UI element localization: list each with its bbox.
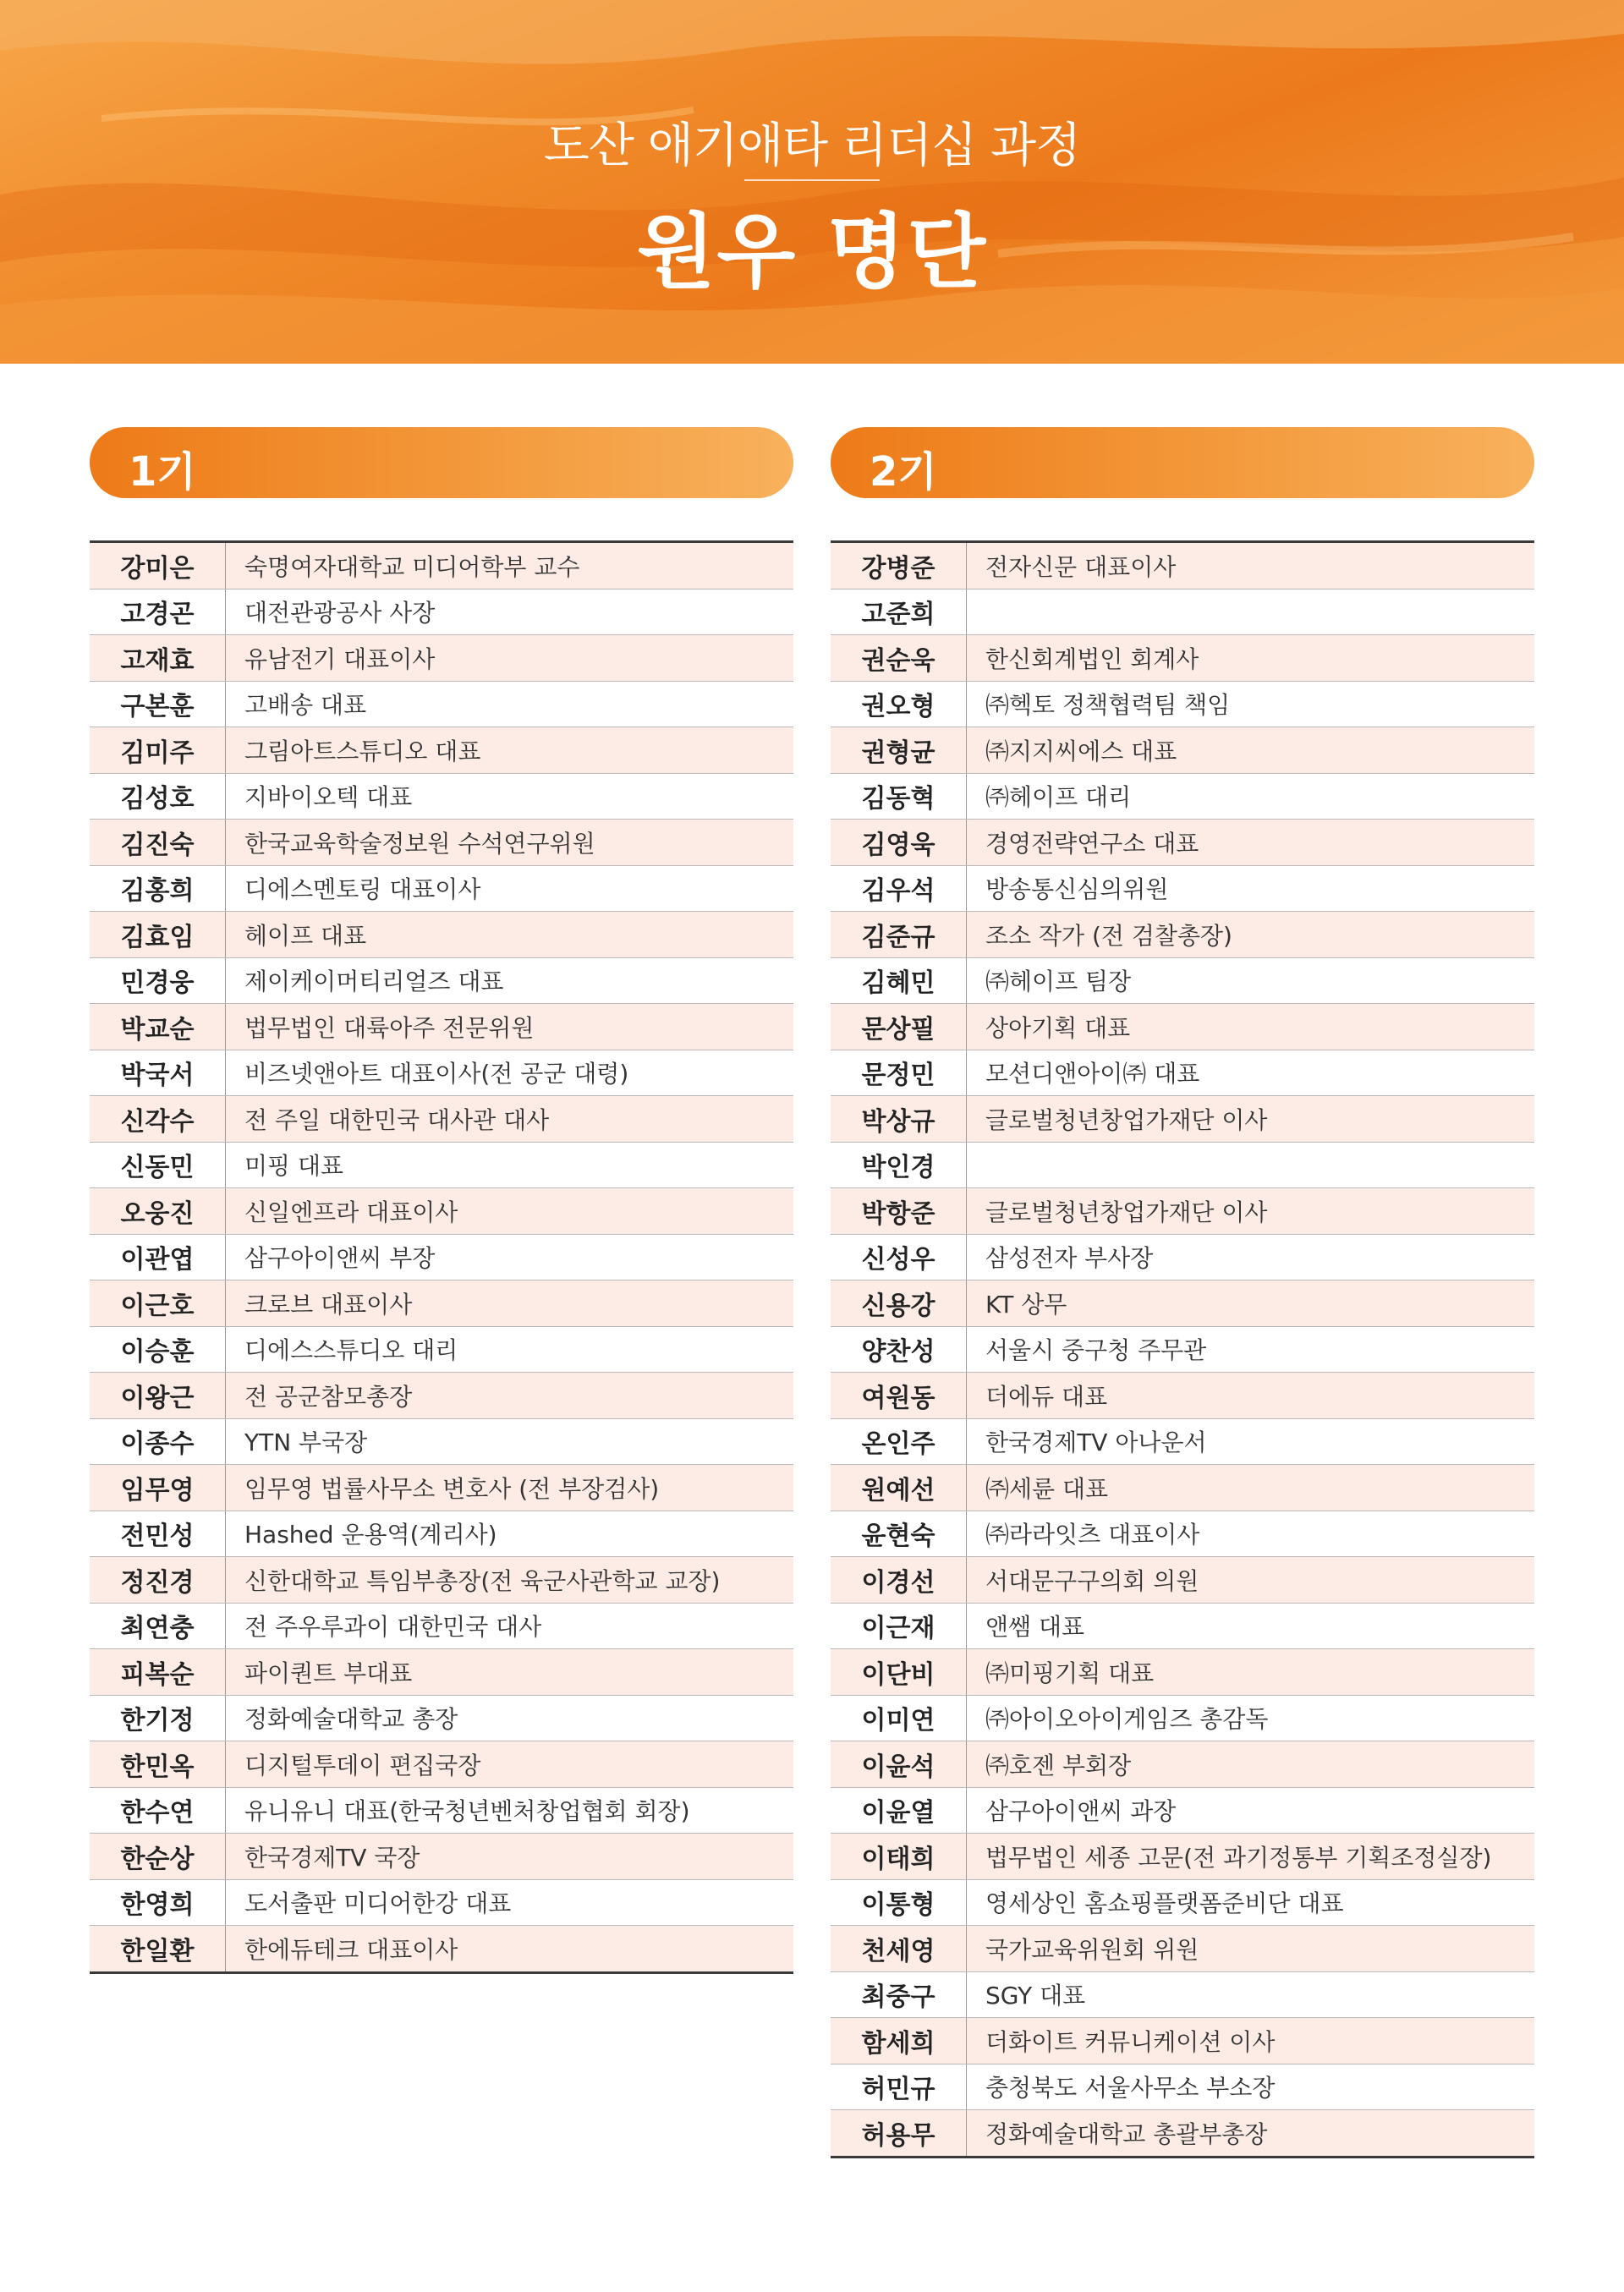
table-row bbox=[90, 727, 793, 774]
member-name: 박상규 bbox=[831, 1096, 967, 1143]
member-name: 문정민 bbox=[831, 1050, 967, 1096]
table-row bbox=[90, 1834, 793, 1880]
member-name: 김동혁 bbox=[831, 773, 967, 820]
member-name: 박교순 bbox=[90, 1004, 226, 1050]
member-position: 유남전기 대표이사 bbox=[226, 635, 794, 682]
member-name: 김영욱 bbox=[831, 820, 967, 866]
member-name: 이종수 bbox=[90, 1418, 226, 1465]
member-position: 법무법인 세종 고문(전 과기정통부 기획조정실장) bbox=[967, 1834, 1535, 1880]
cohort-2-column bbox=[831, 427, 1534, 2158]
table-row bbox=[90, 1326, 793, 1373]
table-row bbox=[90, 1280, 793, 1327]
member-name: 이승훈 bbox=[90, 1326, 226, 1373]
member-name: 박인경 bbox=[831, 1142, 967, 1188]
member-name: 이근호 bbox=[90, 1280, 226, 1327]
table-row bbox=[831, 1926, 1534, 1972]
member-name: 한순상 bbox=[90, 1834, 226, 1880]
table-row bbox=[90, 1096, 793, 1143]
table-row bbox=[90, 542, 793, 589]
member-position: ㈜헤이프 팀장 bbox=[967, 957, 1535, 1004]
table-row bbox=[90, 1557, 793, 1604]
table-row bbox=[90, 1926, 793, 1973]
table-row bbox=[831, 1373, 1534, 1419]
member-name: 원예선 bbox=[831, 1465, 967, 1511]
table-row bbox=[831, 1834, 1534, 1880]
table-row bbox=[831, 589, 1534, 635]
member-name: 정진경 bbox=[90, 1557, 226, 1604]
member-name: 전민성 bbox=[90, 1511, 226, 1557]
member-name: 이윤석 bbox=[831, 1741, 967, 1788]
member-position: ㈜세륜 대표 bbox=[967, 1465, 1535, 1511]
member-name: 한기정 bbox=[90, 1695, 226, 1741]
member-position: 유니유니 대표(한국청년벤처창업협회 회장) bbox=[226, 1787, 794, 1834]
table-row bbox=[90, 1004, 793, 1050]
member-name: 김성호 bbox=[90, 773, 226, 820]
table-row bbox=[831, 681, 1534, 727]
member-name: 오웅진 bbox=[90, 1188, 226, 1235]
member-position: 신일엔프라 대표이사 bbox=[226, 1188, 794, 1235]
member-position: 삼구아이앤씨 부장 bbox=[226, 1234, 794, 1280]
table-row bbox=[831, 1649, 1534, 1696]
member-name: 김홍희 bbox=[90, 865, 226, 912]
member-position: 글로벌청년창업가재단 이사 bbox=[967, 1096, 1535, 1143]
table-row bbox=[90, 820, 793, 866]
table-row bbox=[831, 820, 1534, 866]
member-name: 구본훈 bbox=[90, 681, 226, 727]
table-row bbox=[831, 1234, 1534, 1280]
member-name: 김준규 bbox=[831, 912, 967, 958]
member-position: 미핑 대표 bbox=[226, 1142, 794, 1188]
table-row bbox=[90, 1695, 793, 1741]
member-position: 숙명여자대학교 미디어학부 교수 bbox=[226, 542, 794, 589]
member-name: 한수연 bbox=[90, 1787, 226, 1834]
member-position: 전 주우루과이 대한민국 대사 bbox=[226, 1603, 794, 1649]
table-row bbox=[831, 2110, 1534, 2158]
table-row bbox=[90, 957, 793, 1004]
member-name: 양찬성 bbox=[831, 1326, 967, 1373]
member-position: KT 상무 bbox=[967, 1280, 1535, 1327]
table-row bbox=[831, 542, 1534, 589]
member-name: 강미은 bbox=[90, 542, 226, 589]
member-position: 한국경제TV 아나운서 bbox=[967, 1418, 1535, 1465]
member-name: 신성우 bbox=[831, 1234, 967, 1280]
member-name: 허용무 bbox=[831, 2110, 967, 2158]
member-position: 경영전략연구소 대표 bbox=[967, 820, 1535, 866]
member-position: 전 공군참모총장 bbox=[226, 1373, 794, 1419]
member-name: 김진숙 bbox=[90, 820, 226, 866]
member-name: 신용강 bbox=[831, 1280, 967, 1327]
member-position: ㈜라라잇츠 대표이사 bbox=[967, 1511, 1535, 1557]
member-position: Hashed 운용역(계리사) bbox=[226, 1511, 794, 1557]
member-position: 헤이프 대표 bbox=[226, 912, 794, 958]
table-row bbox=[90, 1879, 793, 1926]
table-row bbox=[831, 635, 1534, 682]
table-row bbox=[831, 1465, 1534, 1511]
cohort-1-header bbox=[90, 427, 793, 498]
table-row bbox=[831, 1418, 1534, 1465]
table-row bbox=[831, 773, 1534, 820]
table-row bbox=[831, 1879, 1534, 1926]
table-row bbox=[90, 912, 793, 958]
member-position: 더화이트 커뮤니케이션 이사 bbox=[967, 2018, 1535, 2064]
member-position: 방송통신심의위원 bbox=[967, 865, 1535, 912]
table-row bbox=[831, 957, 1534, 1004]
member-position: 그림아트스튜디오 대표 bbox=[226, 727, 794, 774]
member-name: 이태희 bbox=[831, 1834, 967, 1880]
table-row bbox=[90, 1511, 793, 1557]
member-position: 조소 작가 (전 검찰총장) bbox=[967, 912, 1535, 958]
table-row bbox=[831, 1096, 1534, 1143]
member-position: 디지털투데이 편집국장 bbox=[226, 1741, 794, 1788]
table-row bbox=[90, 865, 793, 912]
member-position: 영세상인 홈쇼핑플랫폼준비단 대표 bbox=[967, 1879, 1535, 1926]
member-name: 민경웅 bbox=[90, 957, 226, 1004]
cohort-1-table bbox=[90, 540, 793, 1974]
member-position: 글로벌청년창업가재단 이사 bbox=[967, 1188, 1535, 1235]
cohort-1-label: 1기 bbox=[129, 448, 196, 496]
page-title: 원우 명단 bbox=[636, 205, 988, 299]
member-name: 이근재 bbox=[831, 1603, 967, 1649]
table-row bbox=[831, 1142, 1534, 1188]
member-position: 전 주일 대한민국 대사관 대사 bbox=[226, 1096, 794, 1143]
member-position: 대전관광공사 사장 bbox=[226, 589, 794, 635]
member-position: 상아기획 대표 bbox=[967, 1004, 1535, 1050]
member-name: 신동민 bbox=[90, 1142, 226, 1188]
member-name: 피복순 bbox=[90, 1649, 226, 1696]
table-row bbox=[90, 1787, 793, 1834]
member-position: 신한대학교 특임부총장(전 육군사관학교 교장) bbox=[226, 1557, 794, 1604]
table-row bbox=[90, 1142, 793, 1188]
member-position: 서울시 중구청 주무관 bbox=[967, 1326, 1535, 1373]
member-name: 임무영 bbox=[90, 1465, 226, 1511]
member-position: 정화예술대학교 총장 bbox=[226, 1695, 794, 1741]
member-position: 한국경제TV 국장 bbox=[226, 1834, 794, 1880]
member-position: 앤쌤 대표 bbox=[967, 1603, 1535, 1649]
table-row bbox=[831, 1787, 1534, 1834]
table-row bbox=[90, 1234, 793, 1280]
member-position: ㈜아이오아이게임즈 총감독 bbox=[967, 1695, 1535, 1741]
banner-texture bbox=[0, 0, 1624, 364]
member-name: 이관엽 bbox=[90, 1234, 226, 1280]
table-row bbox=[831, 1741, 1534, 1788]
member-name: 김혜민 bbox=[831, 957, 967, 1004]
title-divider bbox=[744, 179, 880, 181]
table-row bbox=[90, 1418, 793, 1465]
cohort-1-rows bbox=[90, 542, 793, 1973]
member-name: 온인주 bbox=[831, 1418, 967, 1465]
cohort-2-rows bbox=[831, 542, 1534, 2158]
table-row bbox=[90, 1188, 793, 1235]
member-name: 박국서 bbox=[90, 1050, 226, 1096]
member-position: 임무영 법률사무소 변호사 (전 부장검사) bbox=[226, 1465, 794, 1511]
member-name: 한영희 bbox=[90, 1879, 226, 1926]
member-position: YTN 부국장 bbox=[226, 1418, 794, 1465]
member-name: 권오형 bbox=[831, 681, 967, 727]
table-row bbox=[831, 1326, 1534, 1373]
member-name: 이통형 bbox=[831, 1879, 967, 1926]
table-row bbox=[831, 727, 1534, 774]
table-row bbox=[90, 1649, 793, 1696]
member-name: 김미주 bbox=[90, 727, 226, 774]
header-banner bbox=[0, 0, 1624, 364]
table-row bbox=[831, 1695, 1534, 1741]
member-position: 모션디앤아이㈜ 대표 bbox=[967, 1050, 1535, 1096]
member-name: 김효임 bbox=[90, 912, 226, 958]
member-name: 이미연 bbox=[831, 1695, 967, 1741]
member-name: 강병준 bbox=[831, 542, 967, 589]
table-row bbox=[831, 1557, 1534, 1604]
table-row bbox=[90, 773, 793, 820]
table-row bbox=[831, 2018, 1534, 2064]
member-position: 한국교육학술정보원 수석연구위원 bbox=[226, 820, 794, 866]
member-name: 김우석 bbox=[831, 865, 967, 912]
table-row bbox=[831, 1050, 1534, 1096]
member-position: 한에듀테크 대표이사 bbox=[226, 1926, 794, 1973]
member-name: 한일환 bbox=[90, 1926, 226, 1973]
table-row bbox=[831, 1511, 1534, 1557]
table-row bbox=[90, 1465, 793, 1511]
member-position: 법무법인 대륙아주 전문위원 bbox=[226, 1004, 794, 1050]
member-position: 파이퀀트 부대표 bbox=[226, 1649, 794, 1696]
member-name: 천세영 bbox=[831, 1926, 967, 1972]
member-position: 비즈넷앤아트 대표이사(전 공군 대령) bbox=[226, 1050, 794, 1096]
member-name: 고준희 bbox=[831, 589, 967, 635]
member-position: ㈜헥토 정책협력팀 책임 bbox=[967, 681, 1535, 727]
member-position: 제이케이머티리얼즈 대표 bbox=[226, 957, 794, 1004]
member-position: ㈜헤이프 대리 bbox=[967, 773, 1535, 820]
member-position: 디에스스튜디오 대리 bbox=[226, 1326, 794, 1373]
member-name: 최연충 bbox=[90, 1603, 226, 1649]
table-row bbox=[831, 1188, 1534, 1235]
cohort-1-column bbox=[90, 427, 793, 1974]
member-name: 이윤열 bbox=[831, 1787, 967, 1834]
member-name: 권순욱 bbox=[831, 635, 967, 682]
table-row bbox=[831, 912, 1534, 958]
member-name: 이단비 bbox=[831, 1649, 967, 1696]
table-row bbox=[90, 1741, 793, 1788]
member-name: 한민옥 bbox=[90, 1741, 226, 1788]
member-name: 고경곤 bbox=[90, 589, 226, 635]
table-row bbox=[90, 1603, 793, 1649]
table-row bbox=[831, 1280, 1534, 1327]
member-position: 서대문구구의회 의원 bbox=[967, 1557, 1535, 1604]
member-name: 이경선 bbox=[831, 1557, 967, 1604]
table-row bbox=[90, 681, 793, 727]
member-position: 삼성전자 부사장 bbox=[967, 1234, 1535, 1280]
member-position: ㈜호젠 부회장 bbox=[967, 1741, 1535, 1788]
member-position: 고배송 대표 bbox=[226, 681, 794, 727]
member-position: ㈜지지씨에스 대표 bbox=[967, 727, 1535, 774]
member-position: 삼구아이앤씨 과장 bbox=[967, 1787, 1535, 1834]
member-name: 이왕근 bbox=[90, 1373, 226, 1419]
member-position: ㈜미핑기획 대표 bbox=[967, 1649, 1535, 1696]
member-position bbox=[967, 1142, 1535, 1188]
table-row bbox=[831, 1971, 1534, 2018]
member-position: 지바이오텍 대표 bbox=[226, 773, 794, 820]
member-position: SGY 대표 bbox=[967, 1971, 1535, 2018]
cohort-2-label: 2기 bbox=[870, 448, 937, 496]
table-row bbox=[90, 1050, 793, 1096]
member-position: 한신회계법인 회계사 bbox=[967, 635, 1535, 682]
member-name: 문상필 bbox=[831, 1004, 967, 1050]
member-name: 허민규 bbox=[831, 2064, 967, 2110]
table-row bbox=[90, 1373, 793, 1419]
member-name: 최중구 bbox=[831, 1971, 967, 2018]
member-position: 더에듀 대표 bbox=[967, 1373, 1535, 1419]
cohort-2-header bbox=[831, 427, 1534, 498]
member-position bbox=[967, 589, 1535, 635]
member-position: 크로브 대표이사 bbox=[226, 1280, 794, 1327]
member-name: 고재효 bbox=[90, 635, 226, 682]
table-row bbox=[831, 1603, 1534, 1649]
table-row bbox=[831, 2064, 1534, 2110]
cohort-2-table bbox=[831, 540, 1534, 2158]
member-position: 충청북도 서울사무소 부소장 bbox=[967, 2064, 1535, 2110]
member-position: 국가교육위원회 위원 bbox=[967, 1926, 1535, 1972]
member-position: 디에스멘토링 대표이사 bbox=[226, 865, 794, 912]
table-row bbox=[90, 589, 793, 635]
member-name: 신각수 bbox=[90, 1096, 226, 1143]
table-row bbox=[831, 865, 1534, 912]
member-name: 여원동 bbox=[831, 1373, 967, 1419]
member-name: 함세희 bbox=[831, 2018, 967, 2064]
member-name: 권형균 bbox=[831, 727, 967, 774]
member-position: 전자신문 대표이사 bbox=[967, 542, 1535, 589]
member-position: 도서출판 미디어한강 대표 bbox=[226, 1879, 794, 1926]
program-subtitle: 도산 애기애타 리더십 과정 bbox=[543, 118, 1081, 173]
member-name: 박항준 bbox=[831, 1188, 967, 1235]
table-row bbox=[831, 1004, 1534, 1050]
member-position: 정화예술대학교 총괄부총장 bbox=[967, 2110, 1535, 2158]
table-row bbox=[90, 635, 793, 682]
member-name: 윤현숙 bbox=[831, 1511, 967, 1557]
